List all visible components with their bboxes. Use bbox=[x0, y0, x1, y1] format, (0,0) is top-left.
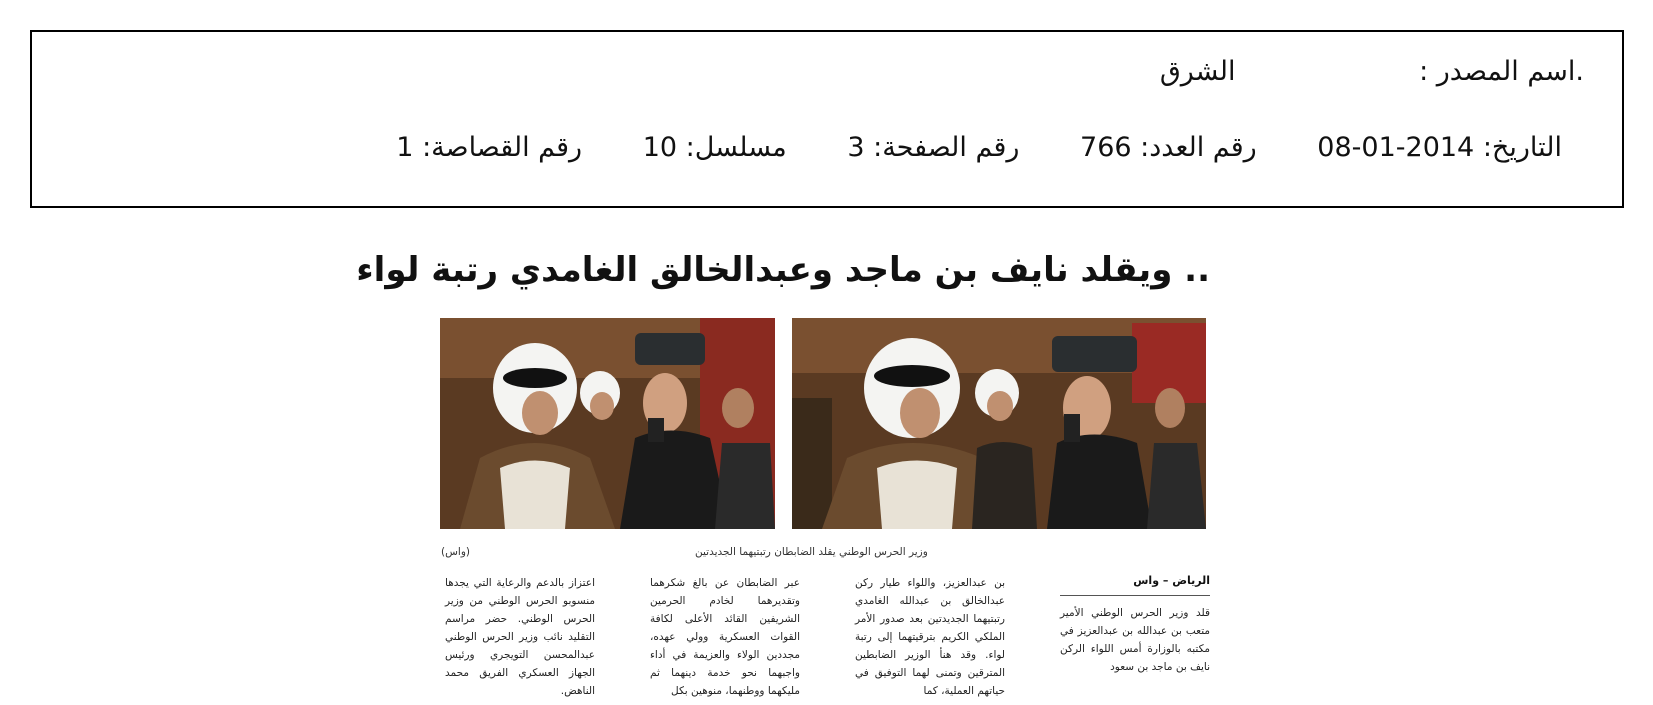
article-column-2-text: بن عبدالعزيز، واللواء طيار ركن عبدالخالق بن عبدالله الغامدي رتبتيهما الجديدتين بعد صدور الأمر الملكي الكريم بترقيتهما إلى رتبة لواء. وقد هنأ الوزير الضابطين المترقين وتمنى لهما التوفيق في حياتهم العملية، كما bbox=[855, 577, 1005, 697]
byline-divider bbox=[1060, 595, 1210, 596]
article-column-4-text: اعتزاز بالدعم والرعاية التي يجدها منسوبو الحرس الوطني من وزير الحرس الوطني. حضر مراسم التقليد نائب وزير الحرس الوطني عبدالمحسن التويجري ورئيس الجهاز العسكري الفريق محمد الناهض. bbox=[445, 577, 595, 697]
photo-caption: وزير الحرس الوطني يقلد الضابطان رتبتيهما الجديدتين bbox=[695, 546, 928, 558]
source-info-box bbox=[30, 30, 1624, 208]
source-value: الشرق bbox=[1159, 56, 1236, 87]
page-number-field: رقم الصفحة: 3 bbox=[847, 132, 1020, 163]
photo-ceremony-right-image bbox=[792, 318, 1206, 529]
meta-row bbox=[344, 132, 1562, 163]
serial-field: مسلسل: 10 bbox=[642, 132, 787, 163]
clipping-number-field: رقم القصاصة: 1 bbox=[396, 132, 583, 163]
date-field: التاريخ: 2014-01-08 bbox=[1317, 132, 1562, 163]
source-label: .اسم المصدر : bbox=[1419, 56, 1584, 87]
article-column-1-text: قلد وزير الحرس الوطني الأمير متعب بن عبدالله بن عبدالعزيز في مكتبه بالوزارة أمس اللواء الركن نايف بن ماجد بن سعود bbox=[1060, 607, 1210, 673]
photo-ceremony-right bbox=[792, 318, 1206, 529]
article-byline: الرياض – واس bbox=[1133, 574, 1210, 587]
article-column-4 bbox=[445, 574, 595, 700]
photo-credit: (واس) bbox=[441, 546, 470, 558]
source-row bbox=[1160, 56, 1584, 87]
article-column-3-text: عبر الضابطان عن بالغ شكرهما وتقديرهما لخادم الحرمين الشريفين القائد الأعلى لكافة القوات العسكرية وولي عهده، مجددين الولاء والعزيمة في أداء واجبهما نحو خدمة دينهما ثم مليكهما ووطنهما، منوهين بكل bbox=[650, 577, 800, 697]
photo-ceremony-left bbox=[440, 318, 775, 529]
article-column-3 bbox=[650, 574, 800, 700]
issue-number-field: رقم العدد: 766 bbox=[1080, 132, 1257, 163]
article-column-1 bbox=[1060, 604, 1210, 676]
article-column-2 bbox=[855, 574, 1005, 700]
article-headline: .. ويقلد نايف بن ماجد وعبدالخالق الغامدي رتبة لواء bbox=[356, 250, 1210, 290]
photo-ceremony-left-image bbox=[440, 318, 775, 529]
